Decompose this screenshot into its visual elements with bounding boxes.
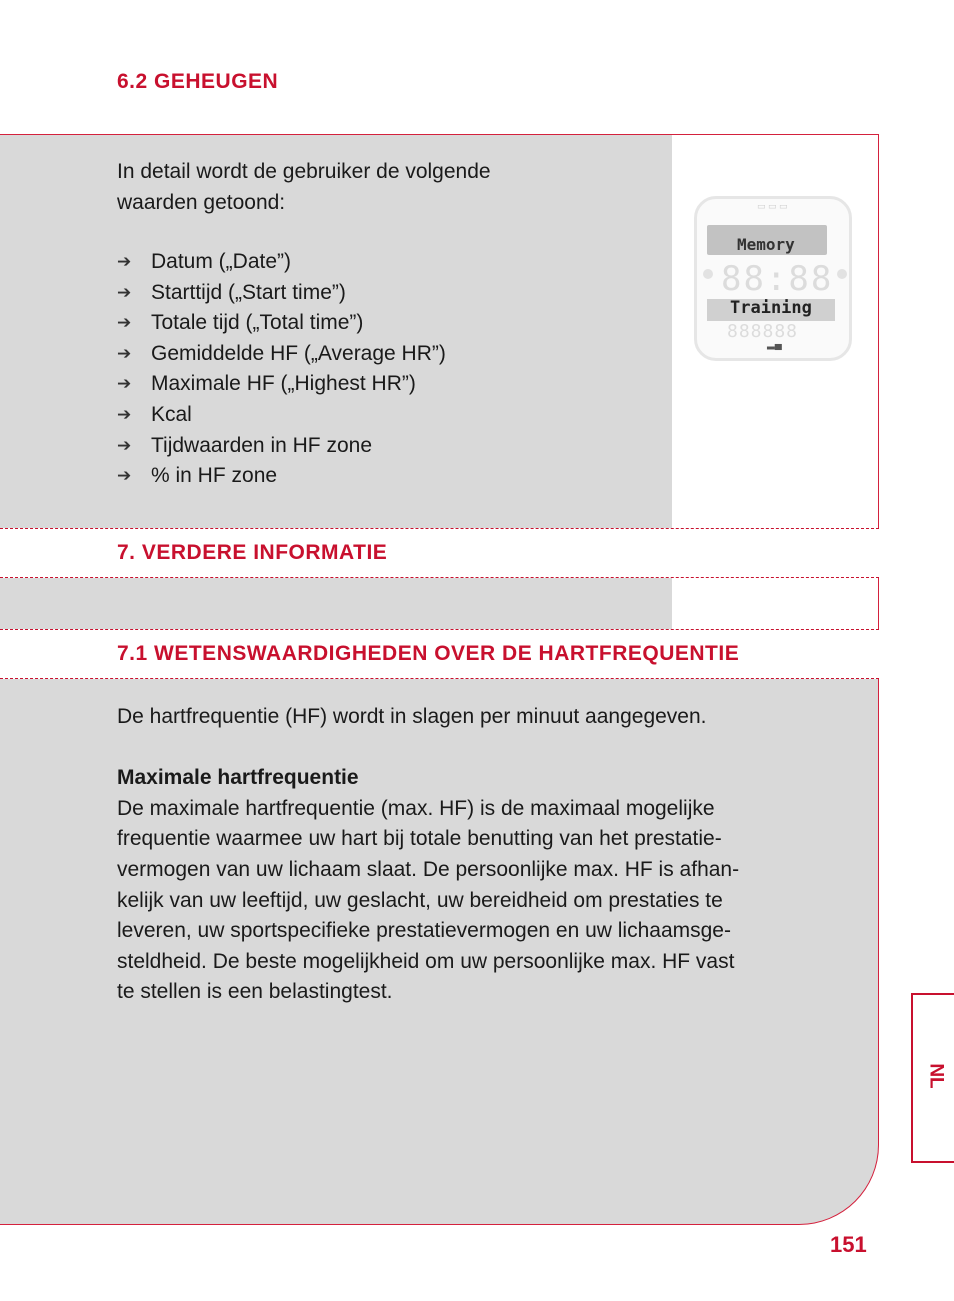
body-line: De maximale hartfrequentie (max. HF) is de maximaal mogelijke (117, 796, 715, 820)
list-item-label: Maximale HF („Highest HR”) (151, 372, 416, 396)
watch-memory-label: Memory (737, 235, 795, 254)
body-line: kelijk van uw leeftijd, uw geslacht, uw bereidheid om prestaties te (117, 888, 723, 912)
arrow-right-icon: ➔ (117, 435, 132, 455)
list-item (117, 400, 446, 431)
page-number: 151 (830, 1232, 867, 1257)
language-tab (911, 993, 954, 1163)
section-heading-geheugen: 6.2 GEHEUGEN (117, 70, 279, 93)
watch-training-label: Training (730, 298, 812, 318)
list-item (117, 278, 446, 309)
list-item-label: Starttijd („Start time”) (151, 280, 346, 304)
list-item (117, 461, 446, 492)
list-item-label: Tijdwaarden in HF zone (151, 433, 372, 457)
arrow-right-icon: ➔ (117, 282, 132, 302)
paragraph-hf: De hartfrequentie (HF) wordt in slagen per minuut aangegeven. (117, 705, 707, 728)
body-text (117, 702, 832, 1008)
language-tab-label: NL (925, 1063, 947, 1089)
section-bar-hartfrequentie (0, 629, 879, 679)
intro-line-1: In detail wordt de gebruiker de volgende (117, 160, 491, 183)
subheading-max-hf: Maximale hartfrequentie (117, 766, 359, 790)
list-item (117, 339, 446, 370)
image-column-strip (672, 579, 878, 631)
intro-line-2: waarden getoond: (117, 191, 286, 214)
list-item (117, 369, 446, 400)
list-item (117, 247, 446, 278)
intro-text (117, 156, 491, 218)
section-heading-hartfrequentie: 7.1 WETENSWAARDIGHEDEN OVER DE HARTFREQUENTIE (117, 642, 740, 665)
body-line: steldheid. De beste mogelijkheid om uw persoonlijke max. HF vast (117, 949, 735, 973)
arrow-right-icon: ➔ (117, 313, 132, 333)
list-item-label: Totale tijd („Total time”) (151, 311, 364, 335)
list-item-label: Kcal (151, 402, 192, 426)
watch-digits: 88:88 (721, 259, 834, 299)
arrow-right-icon: ➔ (117, 343, 132, 363)
watch-display-image (694, 196, 852, 361)
list-item-label: % in HF zone (151, 464, 278, 488)
body-line: frequentie waarmee uw hart bij totale benutting van het prestatie- (117, 827, 722, 851)
arrow-right-icon: ➔ (117, 374, 132, 394)
arrow-right-icon: ➔ (117, 466, 132, 486)
signal-icon: ▂▄ (767, 339, 782, 350)
list-item-label: Gemiddelde HF („Average HR”) (151, 341, 446, 365)
body-line: leveren, uw sportspecifieke prestatievermogen en uw lichaamsge- (117, 919, 731, 943)
arrow-right-icon: ➔ (117, 404, 132, 424)
watch-dot-icon (837, 269, 847, 279)
list-item (117, 431, 446, 462)
arrow-right-icon: ➔ (117, 252, 132, 271)
section-heading-verdere-informatie: 7. VERDERE INFORMATIE (117, 541, 388, 564)
body-line: te stellen is een belastingtest. (117, 980, 393, 1004)
watch-digits-small: 888888 (727, 321, 799, 342)
value-list (117, 247, 446, 492)
body-line: vermogen van uw lichaam slaat. De persoonlijke max. HF is afhan- (117, 857, 740, 881)
section-bar-verdere-informatie (0, 528, 879, 578)
watch-top-label: ▭ ▭ ▭ (757, 201, 788, 211)
list-item-label: Datum („Date”) (151, 250, 292, 273)
watch-dot-icon (703, 269, 713, 279)
list-item (117, 308, 446, 339)
